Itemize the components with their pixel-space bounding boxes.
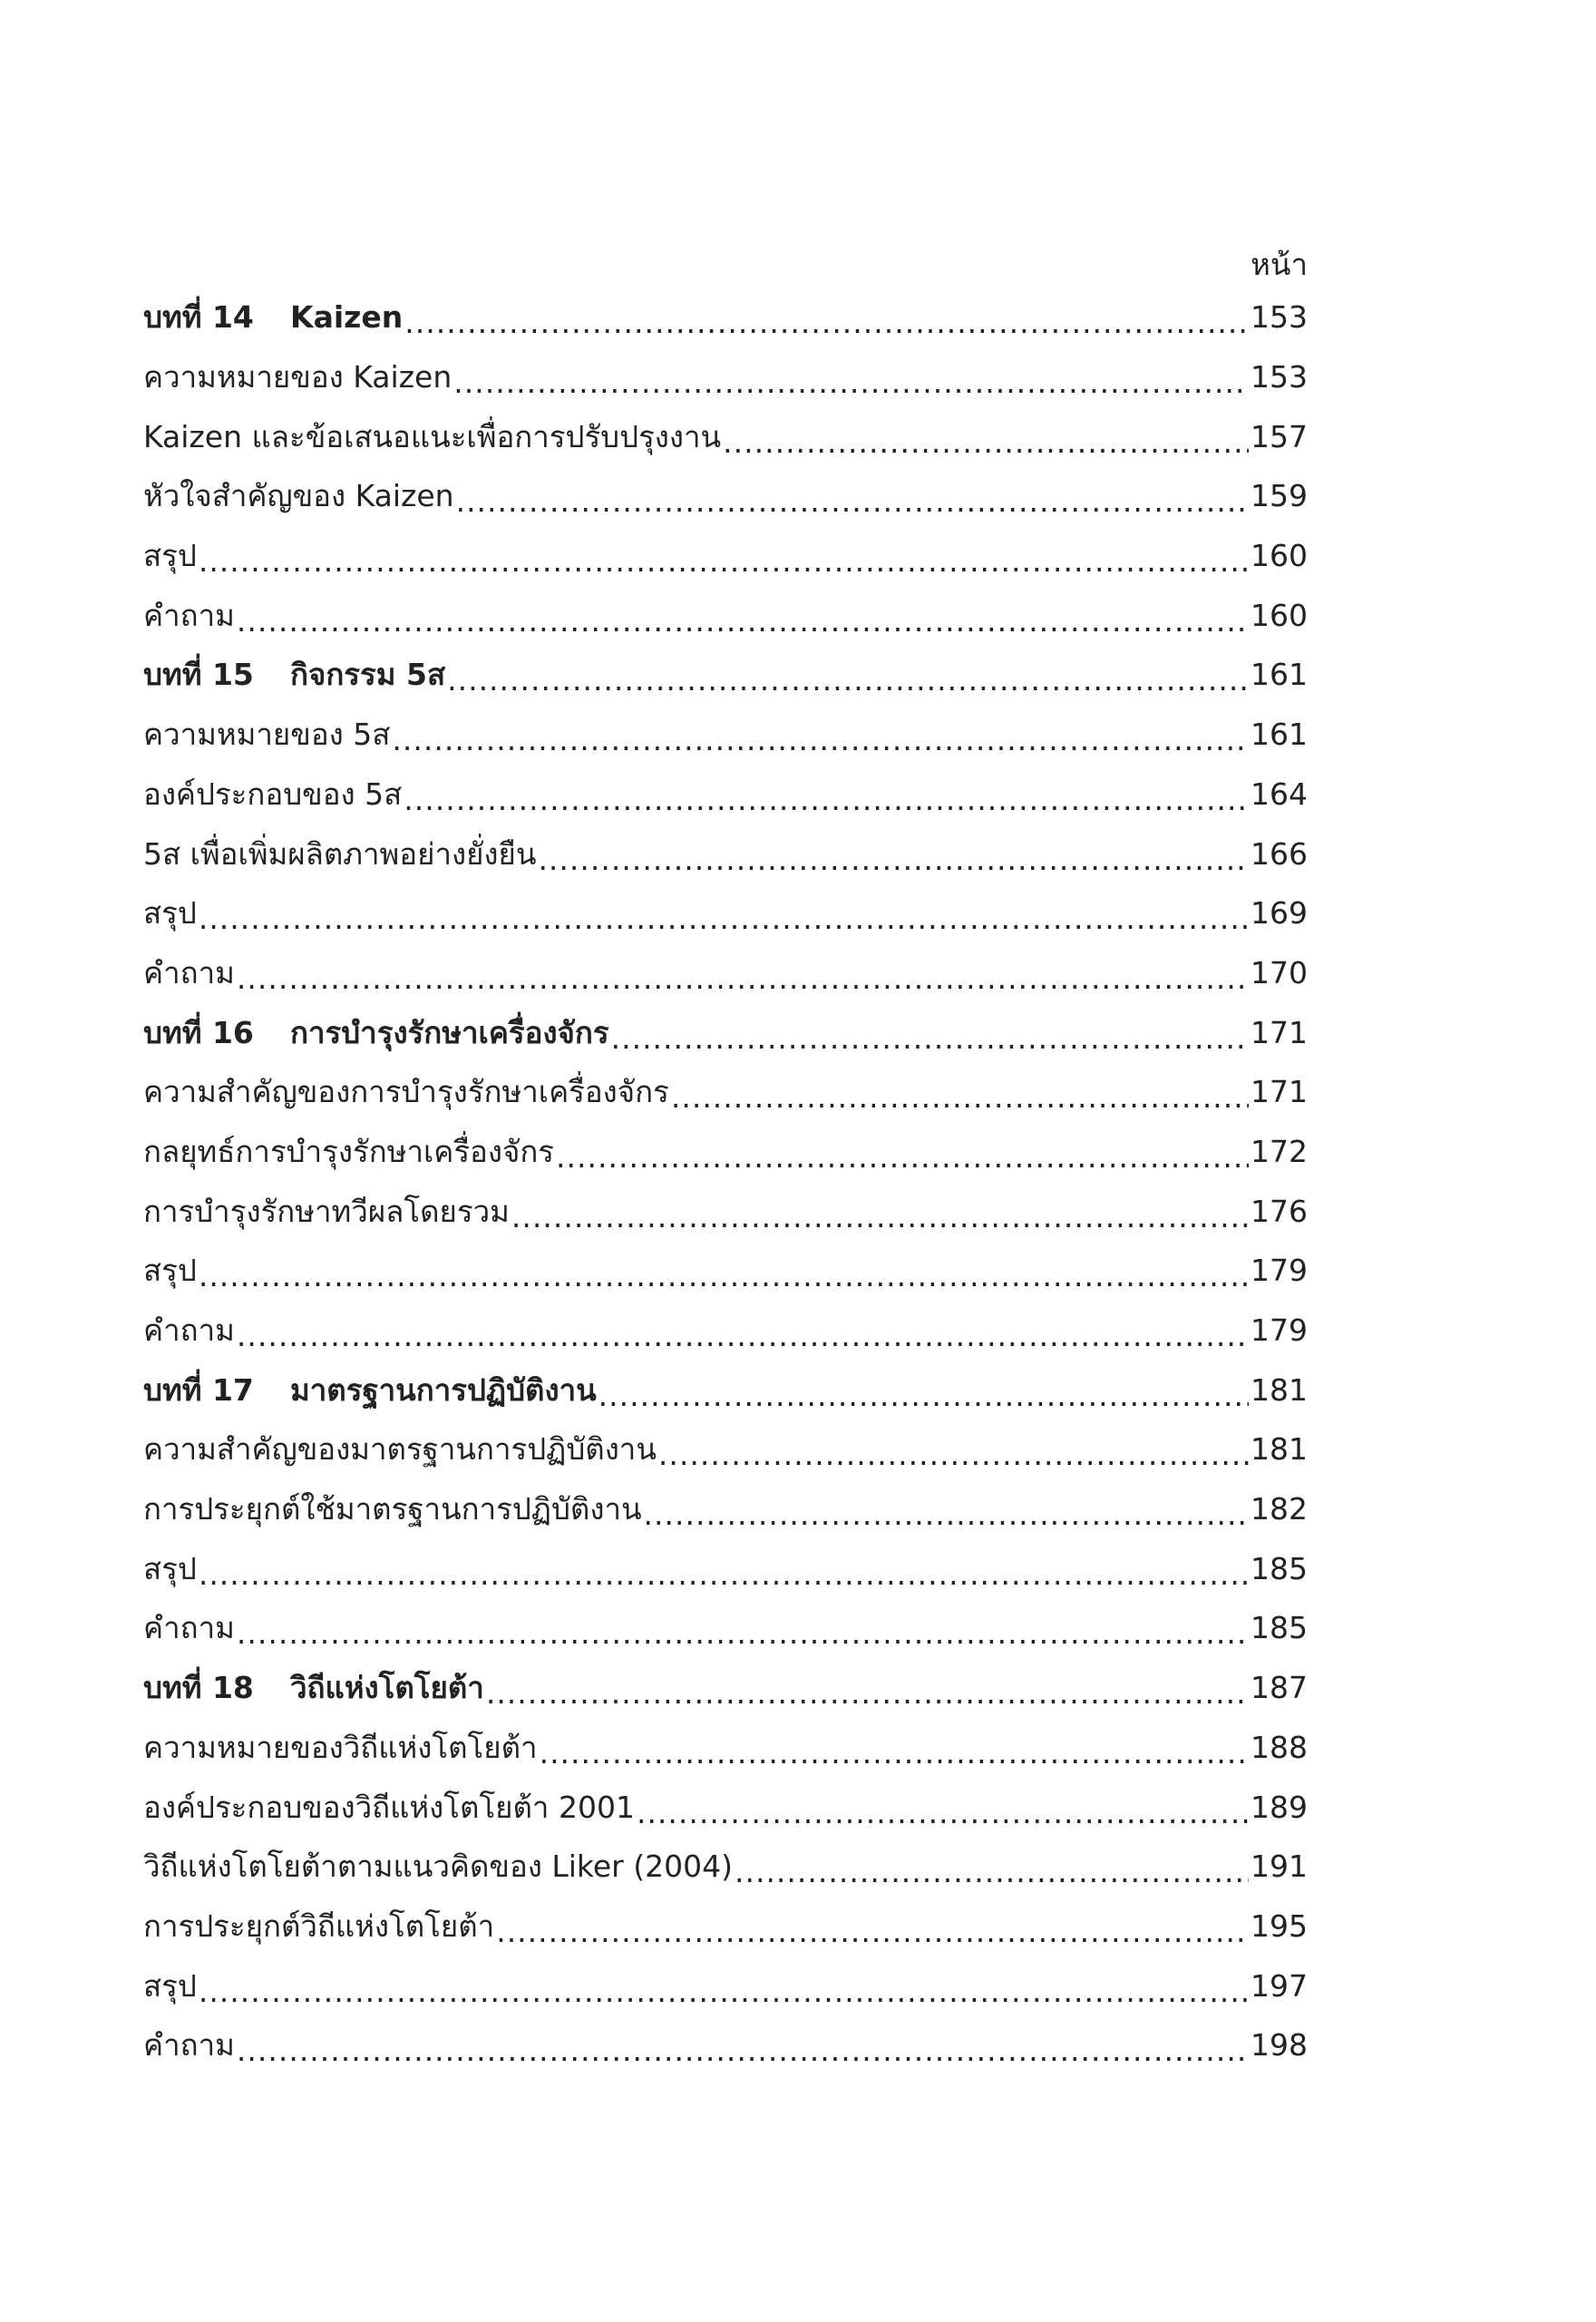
dot-leader bbox=[723, 406, 1249, 466]
section-title-text: หัวใจสำคัญของ Kaizen bbox=[143, 478, 454, 514]
chapter-heading bbox=[143, 1366, 597, 1414]
section-title-text: คำถาม bbox=[143, 1312, 235, 1349]
chapter-title: วิถีแห่งโตโยต้า bbox=[290, 1670, 484, 1706]
section-title-text: สรุป bbox=[143, 1967, 197, 2004]
dot-leader bbox=[237, 943, 1249, 1003]
dot-leader bbox=[611, 1002, 1249, 1062]
dot-leader bbox=[644, 1479, 1249, 1539]
section-title-text: ความสำคัญของมาตรฐานการปฏิบัติงาน bbox=[143, 1431, 657, 1468]
page-number: 161 bbox=[1251, 717, 1308, 753]
page-number: 182 bbox=[1251, 1491, 1308, 1527]
page-number: 185 bbox=[1251, 1550, 1308, 1586]
toc-section-entry[interactable] bbox=[143, 1420, 1308, 1479]
toc-chapter-entry[interactable] bbox=[143, 1658, 1308, 1718]
page-number: 171 bbox=[1251, 1074, 1308, 1110]
page-number: 171 bbox=[1251, 1014, 1308, 1050]
section-title-text: สรุป bbox=[143, 1253, 197, 1289]
section-title bbox=[143, 413, 721, 461]
toc-section-entry[interactable] bbox=[143, 466, 1308, 526]
toc-section-entry[interactable] bbox=[143, 1897, 1308, 1956]
section-title bbox=[143, 1842, 733, 1890]
toc-chapter-entry[interactable] bbox=[143, 645, 1308, 705]
section-title bbox=[143, 1425, 657, 1473]
toc-section-entry[interactable] bbox=[143, 526, 1308, 586]
page-number: 170 bbox=[1251, 954, 1308, 990]
section-title bbox=[143, 1962, 197, 2010]
toc-section-entry[interactable] bbox=[143, 824, 1308, 883]
page-number: 153 bbox=[1251, 299, 1308, 336]
dot-leader bbox=[671, 1062, 1249, 1122]
page-number: 189 bbox=[1251, 1789, 1308, 1825]
dot-leader bbox=[456, 466, 1249, 526]
toc-section-entry[interactable] bbox=[143, 765, 1308, 824]
toc-section-entry[interactable] bbox=[143, 1777, 1308, 1837]
page-number: 159 bbox=[1251, 478, 1308, 514]
page-column-label: หน้า bbox=[1251, 246, 1308, 282]
section-title-text: วิถีแห่งโตโยต้าตามแนวคิดของ Liker (2004) bbox=[143, 1849, 733, 1885]
dot-leader bbox=[556, 1122, 1249, 1182]
dot-leader bbox=[199, 883, 1249, 943]
dot-leader bbox=[199, 1241, 1249, 1301]
section-title-text: คำถาม bbox=[143, 954, 235, 990]
chapter-heading bbox=[143, 293, 403, 341]
section-title-text: การบำรุงรักษาทวีผลโดยรวม bbox=[143, 1193, 510, 1229]
dot-leader bbox=[496, 1897, 1249, 1956]
section-title-text: ความหมายของวิถีแห่งโตโยต้า bbox=[143, 1729, 538, 1765]
toc-chapter-entry[interactable] bbox=[143, 1360, 1308, 1420]
dot-leader bbox=[658, 1420, 1249, 1479]
toc-section-entry[interactable] bbox=[143, 1956, 1308, 2015]
section-title-text: คำถาม bbox=[143, 597, 235, 633]
dot-leader bbox=[447, 645, 1249, 705]
chapter-heading bbox=[143, 1663, 484, 1712]
section-title bbox=[143, 770, 402, 818]
dot-leader bbox=[453, 347, 1249, 407]
dot-leader bbox=[598, 1360, 1249, 1420]
dot-leader bbox=[237, 1301, 1249, 1361]
chapter-title: การบำรุงรักษาเครื่องจักร bbox=[290, 1014, 609, 1050]
section-title bbox=[143, 1068, 669, 1116]
chapter-title: มาตรฐานการปฏิบัติงาน bbox=[290, 1371, 597, 1408]
dot-leader bbox=[404, 765, 1249, 824]
toc-chapter-entry[interactable] bbox=[143, 1002, 1308, 1062]
toc-section-entry[interactable] bbox=[143, 1598, 1308, 1658]
page-number: 160 bbox=[1251, 597, 1308, 633]
page-number: 161 bbox=[1251, 657, 1308, 693]
section-title bbox=[143, 710, 390, 758]
section-title-text: สรุป bbox=[143, 538, 197, 574]
section-title bbox=[143, 1187, 510, 1235]
section-title-text: สรุป bbox=[143, 1550, 197, 1586]
dot-leader bbox=[637, 1777, 1249, 1837]
dot-leader bbox=[199, 1538, 1249, 1598]
section-title-text: ความหมายของ 5ส bbox=[143, 717, 391, 753]
section-title-text: ความสำคัญของการบำรุงรักษาเครื่องจักร bbox=[143, 1074, 669, 1110]
page-number: 187 bbox=[1251, 1670, 1308, 1706]
page-number: 176 bbox=[1251, 1193, 1308, 1229]
toc-section-entry[interactable] bbox=[143, 1062, 1308, 1122]
chapter-number: บทที่ 17 bbox=[143, 1371, 254, 1408]
chapter-title: Kaizen bbox=[290, 299, 404, 336]
dot-leader bbox=[404, 288, 1249, 347]
toc-header bbox=[143, 240, 1308, 288]
toc-section-entry[interactable] bbox=[143, 2015, 1308, 2075]
dot-leader bbox=[511, 1181, 1249, 1241]
section-title bbox=[143, 830, 536, 878]
page-number: 179 bbox=[1251, 1253, 1308, 1289]
toc-list bbox=[143, 288, 1308, 2075]
dot-leader bbox=[735, 1837, 1249, 1897]
chapter-number: บทที่ 15 bbox=[143, 657, 254, 693]
chapter-title: กิจกรรม 5ส bbox=[290, 657, 446, 693]
section-title-text: การประยุกต์ใช้มาตรฐานการปฏิบัติงาน bbox=[143, 1491, 642, 1527]
page-number: 191 bbox=[1251, 1849, 1308, 1885]
section-title bbox=[143, 1902, 494, 1950]
dot-leader bbox=[540, 1718, 1249, 1778]
chapter-number: บทที่ 16 bbox=[143, 1014, 254, 1050]
toc-section-entry[interactable] bbox=[143, 585, 1308, 645]
section-title-text: Kaizen และข้อเสนอแนะเพื่อการปรับปรุงงาน bbox=[143, 418, 722, 454]
section-title bbox=[143, 1246, 197, 1294]
page-number: 164 bbox=[1251, 776, 1308, 812]
section-title-text: องค์ประกอบของ 5ส bbox=[143, 776, 403, 812]
toc-section-entry[interactable] bbox=[143, 406, 1308, 466]
toc-section-entry[interactable] bbox=[143, 1837, 1308, 1897]
toc-section-entry[interactable] bbox=[143, 1479, 1308, 1539]
section-title-text: สรุป bbox=[143, 895, 197, 932]
page-number: 153 bbox=[1251, 359, 1308, 395]
section-title-text: การประยุกต์วิถีแห่งโตโยต้า bbox=[143, 1907, 495, 1944]
section-title-text: 5ส เพื่อเพิ่มผลิตภาพอย่างยั่งยืน bbox=[143, 835, 537, 872]
page-number: 179 bbox=[1251, 1312, 1308, 1349]
toc-chapter-entry[interactable] bbox=[143, 288, 1308, 347]
dot-leader bbox=[486, 1658, 1249, 1718]
page-number: 160 bbox=[1251, 538, 1308, 574]
page-number: 188 bbox=[1251, 1729, 1308, 1765]
toc-section-entry[interactable] bbox=[143, 347, 1308, 407]
toc-section-entry[interactable] bbox=[143, 943, 1308, 1003]
section-title-text: กลยุทธ์การบำรุงรักษาเครื่องจักร bbox=[143, 1133, 555, 1169]
toc-section-entry[interactable] bbox=[143, 1241, 1308, 1301]
section-title bbox=[143, 1783, 635, 1831]
page-number: 181 bbox=[1251, 1431, 1308, 1468]
section-title bbox=[143, 1306, 235, 1354]
toc-section-entry[interactable] bbox=[143, 1301, 1308, 1361]
section-title bbox=[143, 949, 235, 997]
page-number: 166 bbox=[1251, 835, 1308, 872]
page-number: 198 bbox=[1251, 2027, 1308, 2063]
toc-section-entry[interactable] bbox=[143, 1122, 1308, 1182]
section-title bbox=[143, 1604, 235, 1652]
section-title bbox=[143, 1485, 642, 1533]
section-title bbox=[143, 532, 197, 580]
chapter-number: บทที่ 14 bbox=[143, 299, 254, 336]
table-of-contents-page bbox=[143, 240, 1308, 2075]
dot-leader bbox=[237, 1598, 1249, 1658]
chapter-heading bbox=[143, 650, 445, 698]
section-title-text: ความหมายของ Kaizen bbox=[143, 359, 453, 395]
section-title bbox=[143, 1723, 538, 1771]
page-number: 181 bbox=[1251, 1371, 1308, 1408]
section-title-text: คำถาม bbox=[143, 1610, 235, 1646]
dot-leader bbox=[392, 705, 1249, 765]
toc-section-entry[interactable] bbox=[143, 705, 1308, 765]
section-title bbox=[143, 472, 454, 520]
toc-section-entry[interactable] bbox=[143, 1181, 1308, 1241]
section-title bbox=[143, 1127, 554, 1176]
page-number: 172 bbox=[1251, 1133, 1308, 1169]
dot-leader bbox=[237, 2015, 1249, 2075]
dot-leader bbox=[199, 526, 1249, 586]
dot-leader bbox=[199, 1956, 1249, 2015]
section-title-text: องค์ประกอบของวิถีแห่งโตโยต้า 2001 bbox=[143, 1789, 635, 1825]
section-title bbox=[143, 353, 452, 401]
section-title bbox=[143, 1545, 197, 1593]
section-title bbox=[143, 591, 235, 639]
chapter-number: บทที่ 18 bbox=[143, 1670, 254, 1706]
page-number: 197 bbox=[1251, 1967, 1308, 2004]
dot-leader bbox=[538, 824, 1249, 883]
page-number: 157 bbox=[1251, 418, 1308, 454]
section-title bbox=[143, 889, 197, 937]
section-title-text: คำถาม bbox=[143, 2027, 235, 2063]
page-number: 185 bbox=[1251, 1610, 1308, 1646]
page-number: 195 bbox=[1251, 1907, 1308, 1944]
dot-leader bbox=[237, 585, 1249, 645]
chapter-heading bbox=[143, 1009, 609, 1057]
toc-section-entry[interactable] bbox=[143, 883, 1308, 943]
page-number: 169 bbox=[1251, 895, 1308, 932]
section-title bbox=[143, 2021, 235, 2069]
toc-section-entry[interactable] bbox=[143, 1718, 1308, 1778]
toc-section-entry[interactable] bbox=[143, 1538, 1308, 1598]
